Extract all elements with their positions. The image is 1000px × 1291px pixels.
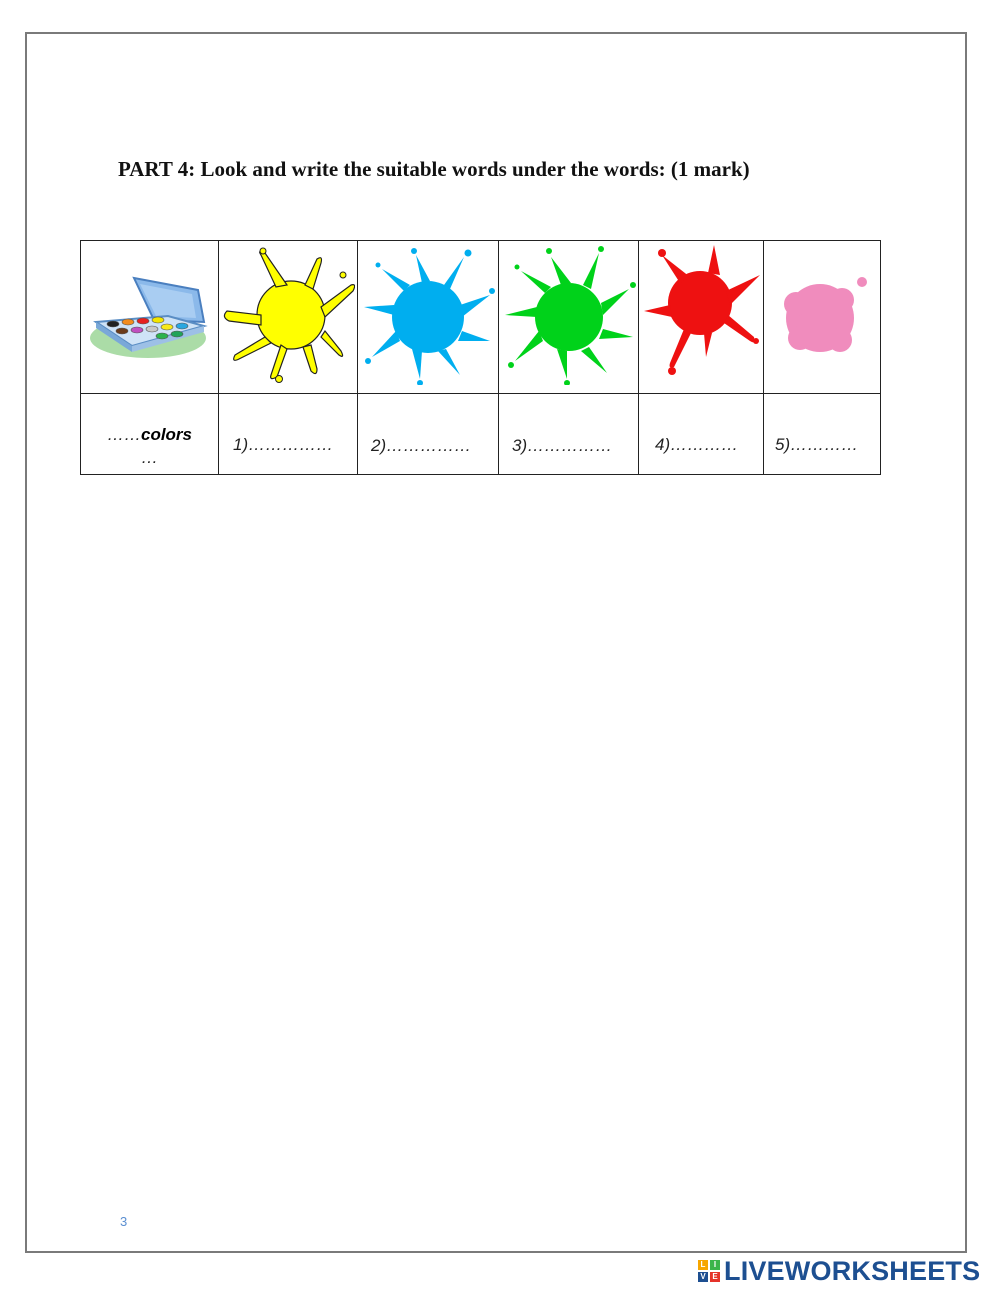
image-row	[81, 241, 881, 394]
page-border	[25, 32, 967, 1253]
example-suffix: …	[141, 448, 158, 467]
liveworksheets-brand	[698, 1256, 980, 1286]
yellow-cell	[219, 241, 358, 394]
example-word: colors	[140, 425, 193, 444]
answer-cell-5[interactable]	[764, 394, 881, 475]
answer-cell-4[interactable]	[639, 394, 764, 475]
answer-blank-5[interactable]: 5)…………	[775, 435, 859, 454]
brand-logo-icon	[698, 1260, 720, 1282]
logo-letter-l: L	[698, 1260, 708, 1270]
blue-splash-image	[360, 245, 496, 385]
red-splash-image	[640, 245, 762, 385]
logo-letter-e: E	[710, 1272, 720, 1282]
logo-letter-v: V	[698, 1272, 708, 1282]
answer-cell-3[interactable]	[499, 394, 639, 475]
answer-blank-4[interactable]: 4)…………	[655, 435, 739, 454]
pink-cell	[764, 241, 881, 394]
green-splash-image	[501, 245, 637, 385]
blue-cell	[358, 241, 499, 394]
answer-blank-2[interactable]: 2)……………	[371, 436, 472, 455]
paint-palette-image	[86, 260, 214, 370]
answer-cell-1[interactable]	[219, 394, 358, 475]
palette-cell	[81, 241, 219, 394]
example-cell	[81, 394, 219, 475]
brand-name: LIVEWORKSHEETS	[724, 1255, 981, 1286]
example-prefix: ……	[106, 425, 141, 444]
green-cell	[499, 241, 639, 394]
pink-splash-image	[772, 260, 872, 370]
red-cell	[639, 241, 764, 394]
answer-blank-3[interactable]: 3)……………	[512, 436, 613, 455]
answer-cell-2[interactable]	[358, 394, 499, 475]
yellow-splash-image	[221, 245, 355, 385]
answer-row	[81, 394, 881, 475]
part-heading: PART 4: Look and write the suitable words under the words: (1 mark)	[118, 157, 750, 181]
logo-letter-i: I	[710, 1260, 720, 1270]
color-table	[80, 240, 881, 475]
answer-blank-1[interactable]: 1)……………	[233, 435, 334, 454]
page-number: 3	[120, 1214, 128, 1229]
